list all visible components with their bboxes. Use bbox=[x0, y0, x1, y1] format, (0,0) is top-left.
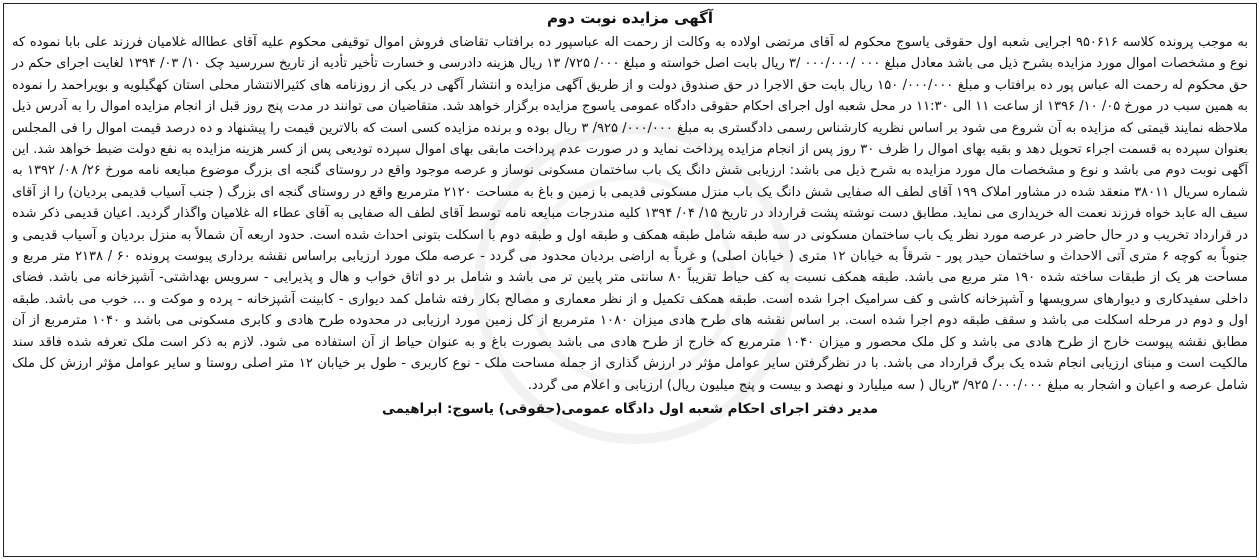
notice-signature: مدیر دفتر اجرای احکام شعبه اول دادگاه عمومی(حقوقی) یاسوج: ابراهیمی bbox=[381, 400, 879, 417]
notice-title: آگهی مزایده نوبت دوم bbox=[546, 9, 714, 27]
auction-notice bbox=[3, 3, 1257, 557]
notice-body: به موجب پرونده کلاسه ۹۵۰۶۱۶ اجرایی شعبه اول حقوقی یاسوج محکوم له آقای مرتضی اولاده به وکالت از رحمت اله عباسپور ده برافتاب تقاضای فروش اموال توقیفی محکوم علیه آقای عطااله غلامیان فرزند علی بابا نموده که نوع و مشخصات اموال مورد مزایده بشرح ذیل می باشد معادل مبلغ ۰۰۰ /۰۰۰/۰۰۰ /۳ ریال بابت اصل خواسته و مبلغ ۰۰۰/ ۷۲۵/ ۱۳ ریال هزینه دادرسی و خسارت تأخیر تأدیه از تاریخ سررسید چک ۱۰/ ۰۳/ ۱۳۹۴ لغایت اجرای حکم در حق محکوم له رحمت اله عباس پور ده برافتاب و مبلغ ۰۰۰/۰۰۰/ ۱۵۰ ریال بابت حق الاجرا در حق صندوق دولت و از طریق آگهی مزایده و انتشار آگهی در یکی از روزنامه های کثیرالانتشار محلی استان کهگیلویه و بویراحمد را نموده به همین سبب در مورخ ۰۵/ ۱۰/ ۱۳۹۶ از ساعت ۱۱ الی ۱۱:۳۰ در محل شعبه اول اجرای احکام حقوقی دادگاه عمومی یاسوج مزایده برگزار خواهد شد. متقاضیان می توانند در مدت پنج روز قبل از انجام مزایده اموال را به آدرس ذیل ملاحظه نمایند قیمتی که مزایده به آن شروع می شود بر اساس نظریه کارشناس رسمی دادگستری به مبلغ ۰۰۰/۰۰۰/ ۹۲۵/ ۳ ریال بوده و برنده مزایده کسی است که بالاترین قیمت را پیشنهاد و ده درصد قیمت اموال را فی المجلس بعنوان سپرده به قسمت اجراء تحویل دهد و بقیه بهای اموال را ظرف ۳۰ روز پس از انجام مزایده پرداخت نماید و در صورت عدم پرداخت مابقی بهای اموال سپرده تودیعی پس از کسر هزینه مزایده به نفع دولت ضبط خواهد شد. این آگهی نوبت دوم می باشد و نوع و مشخصات مال مورد مزایده به شرح ذیل می باشد: ارزیابی شش دانگ یک باب ساختمان مسکونی نوساز و عرصه موجود واقع در روستای گنجه ای بزرگ موضوع مبایعه نامه مورخ ۲۶/ ۰۸/ ۱۳۹۲ به شماره سریال ۳۸۰۱۱ منعقد شده در مشاور املاک ۱۹۹ آقای لطف اله صفایی شش دانگ یک باب منزل مسکونی قدیمی با زمین و باغ به مساحت ۲۱۲۰ مترمربع واقع در روستای گنجه ای بزرگ ( جنب آسیاب قدیمی بردیان) را از آقای سیف اله عابد خواه فرزند نعمت اله خریداری می نماید. مطابق دست نوشته پشت قرارداد در تاریخ ۱۵/ ۰۴/ ۱۳۹۴ کلیه مندرجات مبایعه نامه توسط آقای لطف اله صفایی به آقای عطاء اله غلامیان واگذار گردید. اعیان قدیمی ذکر شده در قرارداد تخریب و در حال حاضر در عرصه مورد نظر یک باب ساختمان مسکونی در سه طبقه شامل طبقه همکف و طبقه اول و طبقه دوم با اسکلت بتونی احداث شده است. حدود اربعه آن شمالاً به منزل بردیان و آسیاب قدیمی و جنوباً به کوچه ۶ متری آتی الاحداث و ساختمان حیدر پور - شرقاً به خیابان ۱۲ متری ( خیابان اصلی) و غرباً به اراضی بردیان محدود می گردد - عرصه ملک مورد ارزیابی براساس نقشه برداری پیوست پرونده ۶۰ / ۲۱۳۸ متر مربع و مساحت هر یک از طبقات ساخته شده ۱۹۰ متر مربع می باشد. طبقه همکف نسبت به کف حیاط تقریباً ۸۰ سانتی متر پایین تر می باشد و شامل بر دو اتاق خواب و هال و پذیرایی - سرویس بهداشتی- آشپزخانه می باشد. فضای داخلی سفیدکاری و دیوارهای سرویسها و آشپزخانه کاشی و کف سرامیک اجرا شده است. طبقه همکف تکمیل و از نظر معماری و مصالح بکار رفته شامل کمد دیواری - کابینت آشپزخانه - پرده و موکت و ... خوب می باشد. طبقه اول و دوم در مرحله اسکلت می باشد و سقف طبقه دوم اجرا شده است. بر اساس نقشه های طرح هادی میزان ۱۰۸۰ مترمربع از کل زمین مورد ارزیابی در محدوده طرح هادی و کابری مسکونی می باشد و ۱۰۴۰ مترمربع از آن مطابق نقشه پیوست خارج از طرح هادی می باشد و کل ملک محصور و میزان ۱۰۴۰ مترمربع که خارج از طرح هادی می باشد بصورت باغ و به عنوان حیاط از آن استفاده می شود. لازم به ذکر است ملک تعرفه شده فاقد سند مالکیت است و مبنای ارزیابی انجام شده یک برگ قرارداد می باشد. با در نظرگرفتن سایر عوامل مؤثر در ارزش گذاری از جمله مساحت ملک - نوع کاربری - طول بر خیابان ۱۲ متر اصلی روستا و سایر عوامل مؤثر ارزش کل ملک شامل عرصه و اعیان و اشجار به مبلغ ۰۰۰/۰۰۰/ ۹۲۵/ ۳ریال ( سه میلیارد و نهصد و بیست و پنج میلیون ریال) ارزیابی و اعلام می گردد. bbox=[12, 35, 1249, 393]
